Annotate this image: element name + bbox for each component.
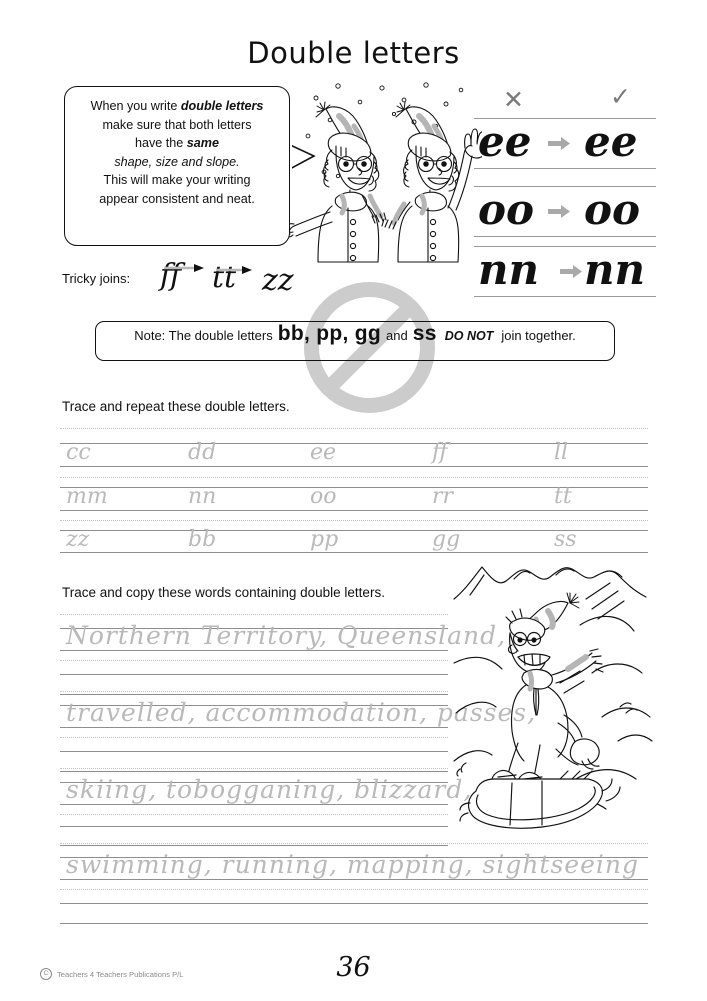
rule-dotted [60,737,448,738]
trace-letter: ee [310,440,337,465]
page-title: Double letters [247,36,460,70]
page-number: 36 [336,952,371,983]
arrow-right-icon [548,137,570,150]
example-wrong-letters: oo [478,185,535,234]
trace-word-line: Northern Territory, Queensland, [66,621,507,650]
example-right-letters: nn [584,245,646,294]
trace-letter: nn [188,484,217,509]
note-suffix: join together. [501,328,576,343]
trace-letter: dd [188,440,217,465]
trace-letter: bb [188,527,217,552]
bubble-line-3-bold: same [186,136,220,150]
bubble-line-3-pre: have the [134,136,187,150]
trace-letter: rr [432,484,454,509]
trace-word-line: swimming, running, mapping, sightseeing [66,850,639,879]
rule-dotted [60,477,648,478]
trace-letter: ff [432,440,448,465]
note-text [96,322,614,360]
tricky-joins-label: Tricky joins: [62,271,131,286]
bubble-line-2: make sure that both letters [102,117,252,132]
bubble-line-5: This will make your writing [103,173,251,187]
rule-baseline [60,923,648,924]
example-right-letters: oo [584,185,641,234]
check-icon: ✓ [610,83,631,111]
trace-word-line: skiing, tobogganing, blizzard, [66,775,473,804]
example-row-ee [474,118,656,170]
example-row-nn [474,246,656,298]
trace-word-line: travelled, accommodation, passes, [66,698,537,727]
trace-letter: ss [554,527,577,552]
rule-midline [60,674,448,675]
rule-dotted [60,814,448,815]
trace-letter: tt [554,484,572,509]
bubble-line-1-bold: double letters [180,99,264,113]
trace-letter: gg [432,527,461,552]
trace-letter: ll [554,440,569,465]
trace-letter: pp [310,527,339,552]
rule-baseline [60,552,648,553]
rule-baseline [60,804,448,805]
bubble-line-6: appear consistent and neat. [99,191,255,206]
note-letters-group-2: ss [412,322,437,345]
note-and: and [386,328,408,343]
rule-dotted [60,768,448,769]
note-box [95,321,615,361]
example-wrong-letters: ee [478,117,532,166]
arrow-right-icon [560,265,582,278]
rule-dotted [60,614,448,615]
rule-dotted [60,889,648,890]
speech-bubble-tail [288,140,316,174]
rule-baseline [60,771,448,772]
rule-baseline [60,879,648,880]
tobogganing-illustration [452,565,657,845]
instruction-trace-words: Trace and copy these words containing double letters. [62,585,385,600]
tricky-glyph-ff: ff [160,258,182,293]
rule-line [474,168,656,169]
rule-midline [60,903,648,904]
cross-icon: ✕ [503,86,524,114]
note-letters-group-1: bb, pp, gg [277,322,382,345]
copyright-icon: C [40,968,52,980]
example-right-letters: ee [584,117,638,166]
rule-midline [60,826,448,827]
speech-bubble-text [65,87,289,208]
note-emphasis: DO NOT [444,329,494,343]
trace-letter: cc [66,440,91,465]
bubble-line-4: shape, size and slope. [114,154,240,169]
example-wrong-letters: nn [478,245,540,294]
trace-letter: mm [66,484,108,509]
rule-line [474,236,656,237]
rule-dotted [60,520,648,521]
rule-line [474,296,656,297]
tricky-glyph-tt: tt [212,260,237,295]
instruction-trace-letters: Trace and repeat these double letters. [62,399,290,414]
trace-letter: oo [310,484,337,509]
bubble-line-1-pre: When you write [90,99,181,113]
trace-letter: zz [66,527,90,552]
rule-dotted [60,660,448,661]
rule-dotted [60,428,648,429]
rule-dotted [60,691,448,692]
rule-baseline [60,845,448,846]
instruction-speech-bubble [64,86,290,246]
rule-baseline [60,650,448,651]
note-prefix: Note: The double letters [134,328,273,343]
arrow-right-icon [548,205,570,218]
copyright-text: Teachers 4 Teachers Publications P/L [57,969,184,979]
rule-baseline [60,694,448,695]
rule-baseline [60,510,648,511]
rule-midline [60,751,448,752]
rule-baseline [60,727,448,728]
example-row-oo [474,186,656,238]
rule-baseline [60,466,648,467]
tricky-glyph-zz: zz [262,263,294,298]
